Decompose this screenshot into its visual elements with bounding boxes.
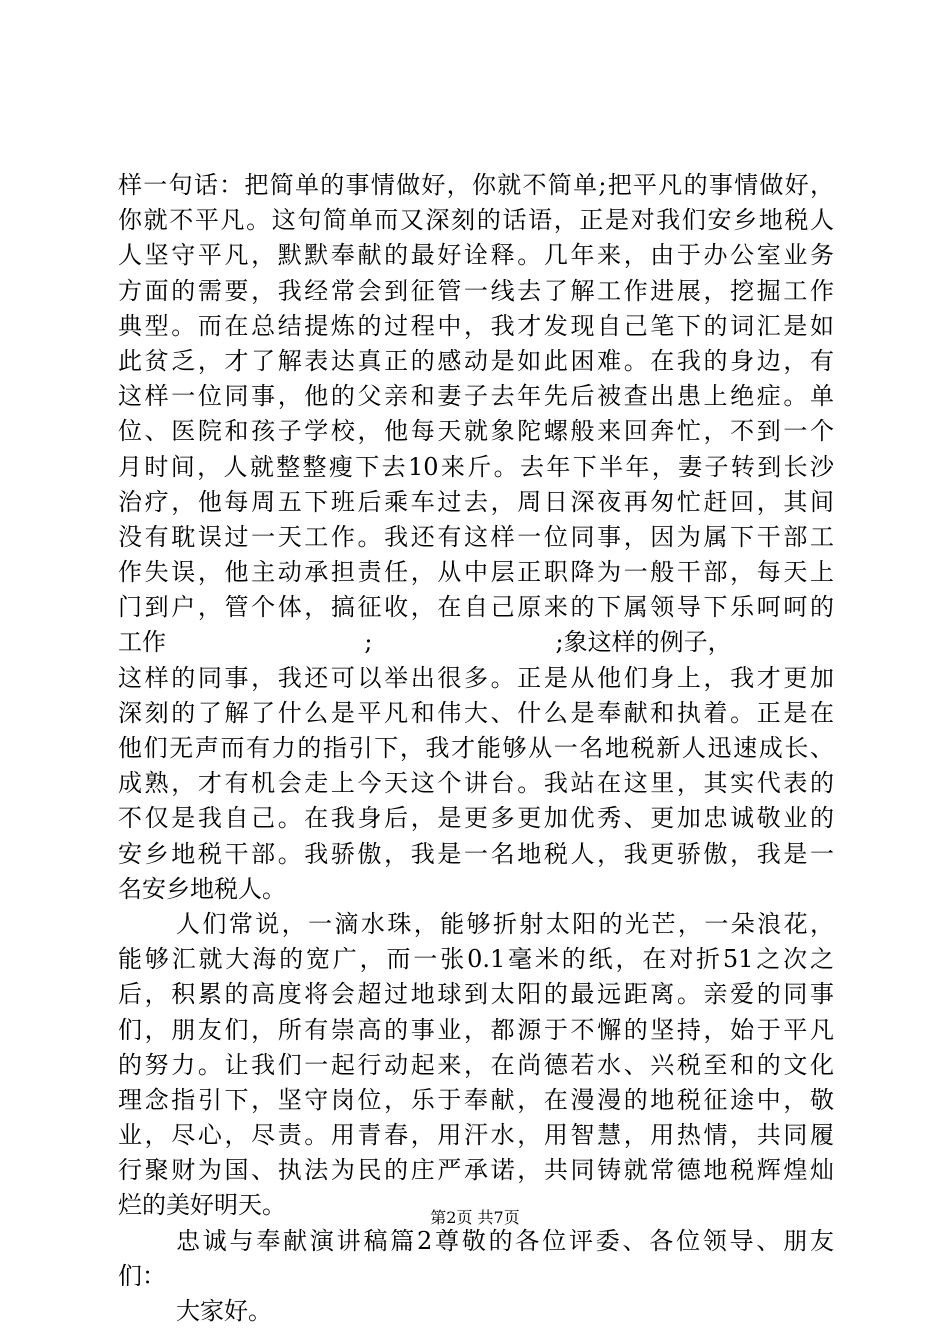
text-line: 大家好。	[176, 1297, 272, 1325]
page-number-footer: 第2页 共7页	[430, 1208, 520, 1227]
text-line: 深刻的了解了什么是平凡和伟大、什么是奉献和执着。正是在	[118, 698, 834, 727]
text-line: 名安乡地税人。	[118, 874, 286, 903]
text-line: 这样一位同事，他的父亲和妻子去年先后被查出患上绝症。单	[118, 382, 834, 411]
text-line: 不仅是我自己。在我身后，是更多更加优秀、更加忠诚敬业的	[118, 804, 834, 833]
text-line: 门到户，管个体，搞征收，在自己原来的下属领导下乐呵呵的	[118, 593, 834, 622]
text-line: 后，积累的高度将会超过地球到太阳的最远距离。亲爱的同事	[118, 980, 834, 1009]
text-line: 的努力。让我们一起行动起来，在尚德若水、兴税至和的文化	[118, 1050, 834, 1079]
text-line: 作失误，他主动承担责任，从中层正职降为一般干部，每天上	[118, 558, 834, 587]
text-line: 们，朋友们，所有崇高的事业，都源于不懈的坚持，始于平凡	[118, 1015, 834, 1044]
text-line: 你就不平凡。这句简单而又深刻的话语，正是对我们安乡地税人	[118, 206, 834, 235]
text-line: 没有耽误过一天工作。我还有这样一位同事，因为属下干部工	[118, 522, 834, 551]
text-line: 方面的需要，我经常会到征管一线去了解工作进展，挖掘工作	[118, 276, 834, 305]
text-line: 治疗，他每周五下班后乘车过去，周日深夜再匆忙赶回，其间	[118, 487, 834, 516]
text-line: 此贫乏，才了解表达真正的感动是如此困难。在我的身边，有	[118, 346, 834, 375]
text-line: 人们常说，一滴水珠，能够折射太阳的光芒，一朵浪花，	[176, 909, 834, 938]
text-line: 业，尽心，尽责。用青春，用汗水，用智慧，用热情，共同履	[118, 1121, 834, 1150]
text-line: 工作 ; ;象这样的例子，	[118, 628, 732, 657]
text-line: 位、医院和孩子学校，他每天就象陀螺般来回奔忙，不到一个	[118, 417, 834, 446]
text-line: 烂的美好明天。	[118, 1191, 286, 1220]
text-line: 理念指引下，坚守岗位，乐于奉献，在漫漫的地税征途中，敬	[118, 1085, 834, 1114]
text-line: 典型。而在总结提炼的过程中，我才发现自己笔下的词汇是如	[118, 311, 834, 340]
text-line: 成熟，才有机会走上今天这个讲台。我站在这里，其实代表的	[118, 769, 834, 798]
text-line: 这样的同事，我还可以举出很多。正是从他们身上，我才更加	[118, 663, 834, 692]
text-line: 能够汇就大海的宽广，而一张0.1毫米的纸，在对折51之次之	[118, 945, 834, 974]
body-text	[118, 168, 834, 1329]
text-line: 安乡地税干部。我骄傲，我是一名地税人，我更骄傲，我是一	[118, 839, 834, 868]
text-line: 他们无声而有力的指引下，我才能够从一名地税新人迅速成长、	[118, 734, 834, 762]
text-line: 行聚财为国、执法为民的庄严承诺，共同铸就常德地税辉煌灿	[118, 1156, 834, 1185]
text-line: 们：	[118, 1261, 166, 1290]
text-line: 忠诚与奉献演讲稿篇2尊敬的各位评委、各位领导、朋友	[176, 1226, 834, 1255]
text-line: 样一句话：把简单的事情做好，你就不简单;把平凡的事情做好，	[118, 171, 834, 199]
text-line: 人坚守平凡，默默奉献的最好诠释。几年来，由于办公室业务	[118, 241, 834, 270]
text-line: 月时间，人就整整瘦下去10来斤。去年下半年，妻子转到长沙	[118, 452, 834, 481]
